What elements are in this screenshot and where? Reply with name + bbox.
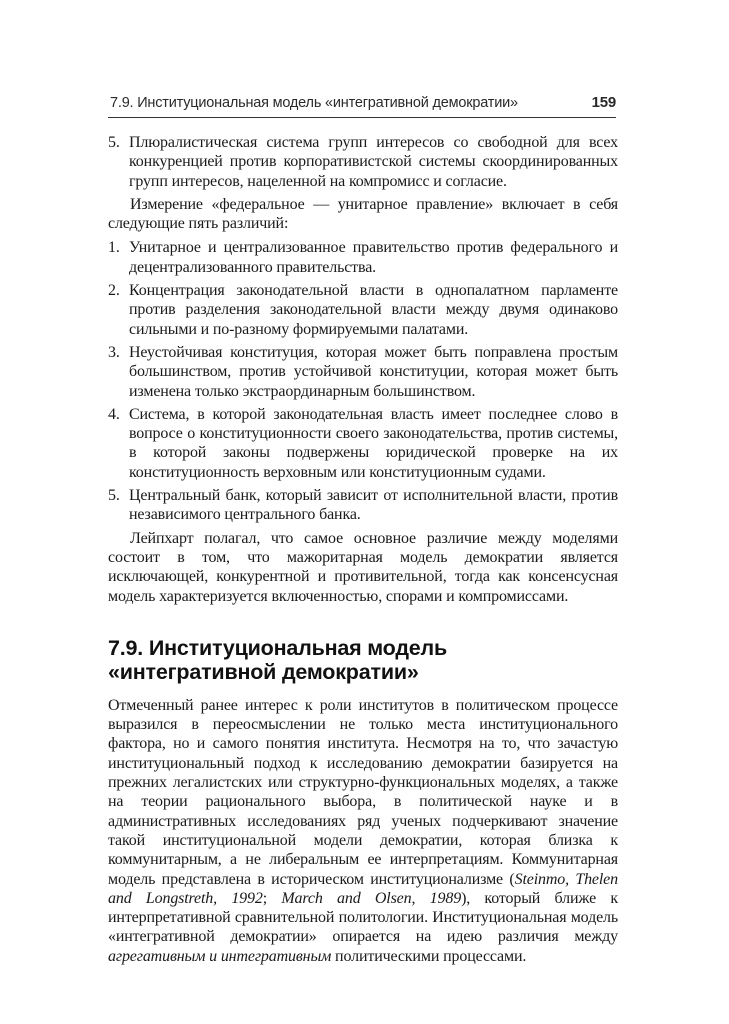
list-item-text: Концентрация законодательной власти в однопалатном парламенте против разделения законодательной власти между двумя одинаково сильными и по-разному формируемыми палатами. — [129, 282, 618, 338]
list-item — [108, 238, 618, 277]
section-heading — [108, 636, 618, 684]
running-header-title: 7.9. Институциональная модель «интегративной демократии» — [110, 95, 518, 111]
list-item — [108, 343, 618, 401]
section-heading-line: 7.9. Институциональная модель — [108, 635, 447, 660]
list-item-number: 4. — [108, 405, 120, 423]
running-header — [108, 95, 616, 115]
list-item-text: Система, в которой законодательная власть имеет последнее слово в вопросе о конституционности своего законодательства, против системы, в которой законы подвержены юридической проверке на их конституционность верховным или конституционным судами. — [129, 405, 618, 481]
list-item — [108, 281, 618, 339]
list-item-number: 3. — [108, 343, 120, 361]
list-item-number: 5. — [108, 134, 120, 151]
list-item-number: 5. — [108, 487, 120, 505]
text-run: ; — [262, 889, 282, 907]
text-run: Отмеченный ранее интерес к роли институтов в политическом процессе выразился в переосмыслении не только места институционального фактора, но и самого понятия института. Несмотря на то, что зачастую институциональный подход к исследованию демократии базируется на прежних легалистских или структурно-функциональных моделях, а также на теории рационального выбора, в политической науке и в административных исследованиях ряд ученых подчеркивают значение такой институциональной модели демократии, которая близка к коммунитарным, а не либеральным ее интерпретациям. Коммунитарная модель представлена в историческом институционализме ( — [108, 696, 618, 888]
citation: Steinmo, Thelen and Longstreth, 1992 — [108, 870, 618, 907]
list-item-number: 2. — [108, 282, 120, 300]
list-item-text: Плюралистическая система групп интересов со свободной для всех конкуренцией против корпоративистской системы скоординированных групп интересов, нацеленной на компромисс и согласие. — [129, 134, 618, 190]
list-item-text: Центральный банк, который зависит от исполнительной власти, против независимого центрального банка. — [129, 487, 618, 524]
list-item-text: Унитарное и централизованное правительство против федерального и децентрализованного правительства. — [129, 239, 618, 276]
list-item-text: Неустойчивая конституция, которая может быть поправлена простым большинством, против устойчивой конституции, которая может быть изменена только экстраординарным большинством. — [129, 343, 618, 400]
header-rule — [108, 117, 616, 118]
emphasis: агрегативным и интегративным — [108, 947, 332, 965]
page-number: 159 — [591, 94, 616, 111]
list-item — [108, 405, 618, 482]
page-body — [108, 133, 618, 966]
list-item — [108, 133, 618, 191]
section-heading-line: «интегративной демократии» — [108, 659, 419, 684]
paragraph: Лейпхарт полагал, что самое основное различие между моделями состоит в том, что мажоритарная модель демократии является исключающей, конкурентной и противительной, тогда как консенсусная модель характеризуется включенностью, спорами и компромиссами. — [108, 529, 618, 605]
list-item — [108, 486, 618, 525]
text-run: политическими процессами. — [331, 947, 527, 965]
list-item-number: 1. — [108, 239, 120, 257]
section-paragraph — [108, 696, 618, 966]
citation: March and Olsen, 1989 — [281, 889, 462, 907]
paragraph: Измерение «федеральное — унитарное правление» включает в себя следующие пять различий: — [108, 195, 618, 233]
text-run: ), который ближе к интерпретативной сравнительной политологии. Институциональная модель «интегративной демократии» опирается на идею различия между — [108, 889, 618, 946]
